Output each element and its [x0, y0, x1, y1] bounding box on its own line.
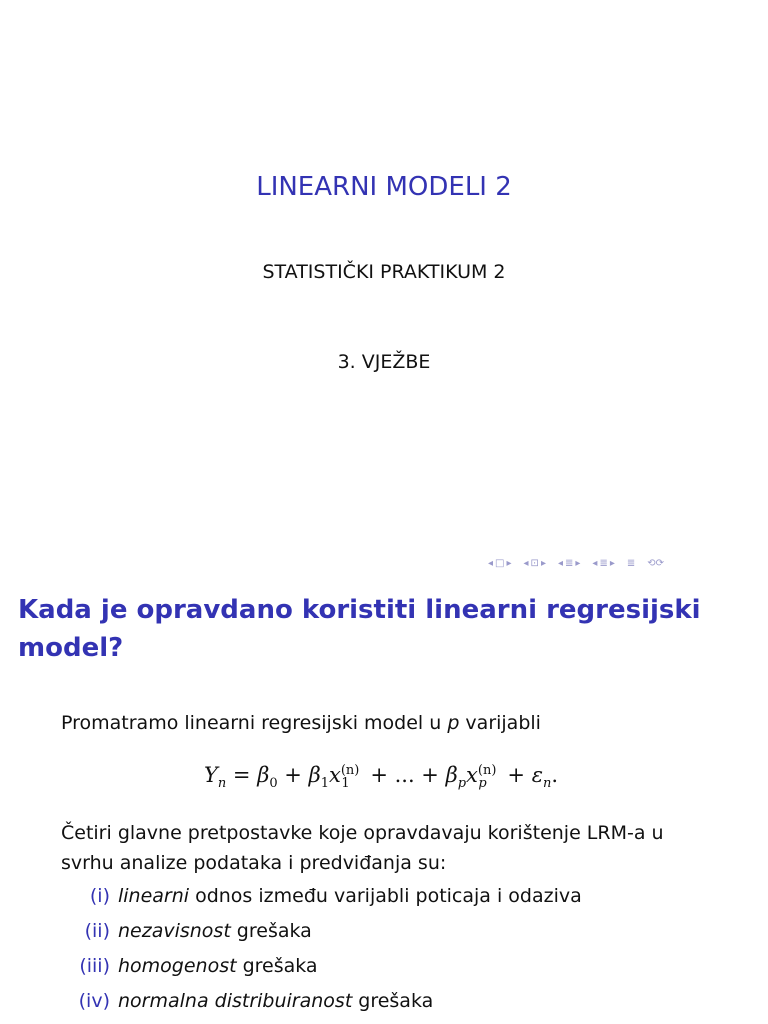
- item-emphasis: homogenost: [118, 955, 237, 977]
- prev-section-arrow-icon[interactable]: ◂: [557, 557, 563, 569]
- search-back-forward-icon[interactable]: ⟲⟳: [647, 557, 665, 569]
- formula-epsilon-sub: n: [542, 776, 552, 792]
- presentation-title: LINEARNI MODELI 2: [256, 172, 512, 202]
- intro-variable: p: [447, 712, 460, 734]
- list-item: [64, 881, 582, 916]
- list-item: [64, 986, 582, 1021]
- prev-subsection-arrow-icon[interactable]: ◂: [523, 557, 529, 569]
- next-section-arrow-icon[interactable]: ▸: [575, 557, 581, 569]
- formula-x1: x: [329, 763, 341, 787]
- intro-suffix: varijabli: [459, 712, 541, 734]
- formula-beta1-sub: 1: [320, 776, 329, 792]
- assumptions-list: [64, 881, 582, 1021]
- item-text: grešaka: [236, 920, 312, 942]
- document-icon[interactable]: ≣: [626, 557, 636, 569]
- next-subsection-arrow-icon[interactable]: ▸: [540, 557, 546, 569]
- item-emphasis: linearni: [118, 885, 190, 907]
- item-number: (iii): [79, 955, 110, 977]
- list-item: [64, 951, 582, 986]
- formula-plus2: +: [500, 763, 532, 787]
- intro-prefix: Promatramo linearni regresijski model u: [61, 712, 448, 734]
- item-number: (iv): [78, 990, 110, 1012]
- assumptions-intro: Četiri glavne pretpostavke koje opravdavaju korištenje LRM-a u svrhu analize podataka i predviđanja su:: [61, 822, 664, 874]
- formula-betap: β: [445, 763, 458, 787]
- formula-beta1: β: [308, 763, 321, 787]
- formula-end: .: [551, 763, 559, 787]
- formula-plus1: +: [277, 763, 309, 787]
- formula-beta0: β: [257, 763, 270, 787]
- subsection-icon[interactable]: ⊡: [530, 557, 539, 569]
- formula-xp-sub: p: [478, 776, 487, 792]
- formula-xp: x: [466, 763, 478, 787]
- item-number: (ii): [84, 920, 110, 942]
- next-part-arrow-icon[interactable]: ▸: [609, 557, 615, 569]
- item-text: grešaka: [358, 990, 434, 1012]
- formula-epsilon: ε: [531, 763, 543, 787]
- item-emphasis: normalna distribuiranost: [118, 990, 353, 1012]
- formula-lhs-sub: n: [217, 776, 227, 792]
- list-item: [64, 916, 582, 951]
- formula-eq: =: [226, 763, 258, 787]
- formula-x1-sub: 1: [341, 776, 350, 792]
- session-label: 3. VJEŽBE: [337, 351, 431, 373]
- item-text: odnos između varijabli poticaja i odaziva: [195, 885, 582, 907]
- regression-formula: [204, 763, 558, 791]
- course-name: STATISTIČKI PRAKTIKUM 2: [262, 261, 506, 283]
- prev-frame-arrow-icon[interactable]: ◂: [488, 557, 494, 569]
- formula-xp-sup: (n): [477, 763, 497, 778]
- formula-beta0-sub: 0: [269, 776, 278, 792]
- formula-lhs: Y: [204, 763, 218, 787]
- prev-part-arrow-icon[interactable]: ◂: [592, 557, 598, 569]
- intro-text: [61, 712, 541, 734]
- part-icon[interactable]: ≣: [599, 557, 608, 569]
- beamer-navigation-bar: [488, 556, 674, 570]
- frame-icon[interactable]: □: [495, 557, 505, 569]
- formula-x1-sup: (n): [340, 763, 360, 778]
- item-emphasis: nezavisnost: [118, 920, 231, 942]
- next-frame-arrow-icon[interactable]: ▸: [506, 557, 512, 569]
- item-text: grešaka: [242, 955, 318, 977]
- formula-betap-sub: p: [457, 776, 467, 792]
- item-number: (i): [89, 885, 110, 907]
- formula-dots: + ... +: [363, 763, 446, 787]
- frame-title: Kada je opravdano koristiti linearni regresijski model?: [18, 595, 701, 663]
- section-icon[interactable]: ≣: [565, 557, 574, 569]
